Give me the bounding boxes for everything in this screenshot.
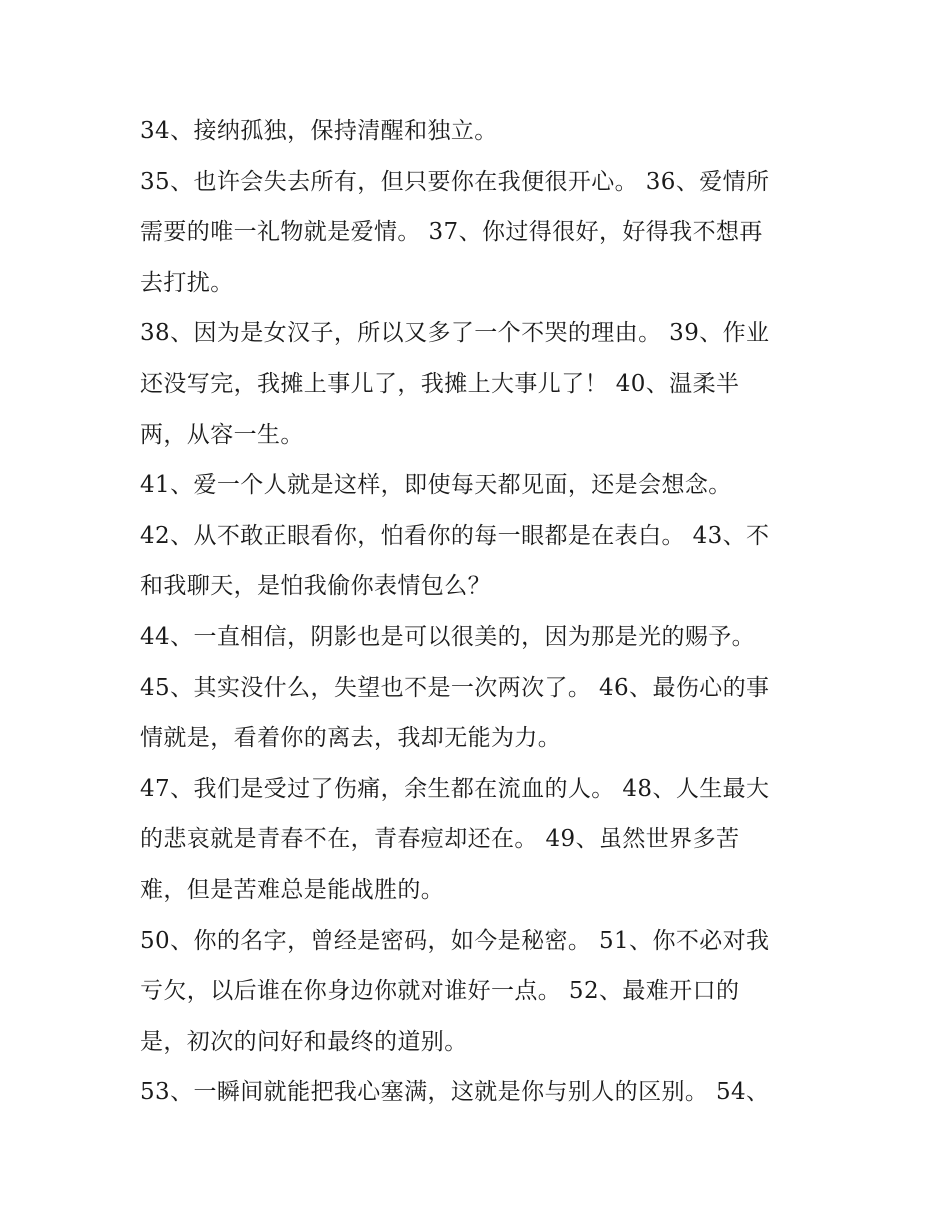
text-line: 42、从不敢正眼看你，怕看你的每一眼都是在表白。 43、不 bbox=[140, 522, 770, 549]
text-line: 的悲哀就是青春不在，青春痘却还在。 49、虽然世界多苦 bbox=[140, 826, 740, 853]
text-line: 和我聊天，是怕我偷你表情包么？ bbox=[140, 573, 491, 600]
text-line: 44、一直相信，阴影也是可以很美的，因为那是光的赐予。 bbox=[140, 623, 756, 650]
text-line: 需要的唯一礼物就是爱情。 37、你过得很好，好得我不想再 bbox=[140, 219, 763, 246]
text-line: 41、爱一个人就是这样，即使每天都见面，还是会想念。 bbox=[140, 472, 732, 499]
text-line: 两，从容一生。 bbox=[140, 421, 304, 448]
text-line: 38、因为是女汉子，所以又多了一个不哭的理由。 39、作业 bbox=[140, 320, 770, 347]
text-line: 是，初次的问好和最终的道别。 bbox=[140, 1028, 468, 1055]
text-line: 还没写完，我摊上事儿了，我摊上大事儿了！ 40、温柔半 bbox=[140, 370, 740, 397]
text-line: 47、我们是受过了伤痛，余生都在流血的人。 48、人生最大 bbox=[140, 775, 770, 802]
text-line: 亏欠，以后谁在你身边你就对谁好一点。 52、最难开口的 bbox=[140, 978, 740, 1005]
text-line: 53、一瞬间就能把我心塞满，这就是你与别人的区别。 54、 bbox=[140, 1079, 770, 1106]
text-line: 50、你的名字，曾经是密码，如今是秘密。 51、你不必对我 bbox=[140, 927, 770, 954]
text-line: 45、其实没什么，失望也不是一次两次了。 46、最伤心的事 bbox=[140, 674, 770, 701]
text-line: 去打扰。 bbox=[140, 269, 234, 296]
text-line: 难，但是苦难总是能战胜的。 bbox=[140, 876, 445, 903]
text-line: 34、接纳孤独，保持清醒和独立。 bbox=[140, 118, 498, 144]
text-line: 情就是，看着你的离去，我却无能为力。 bbox=[140, 725, 562, 752]
text-line: 35、也许会失去所有，但只要你在我便很开心。 36、爱情所 bbox=[140, 168, 770, 195]
body-text bbox=[140, 106, 800, 1118]
